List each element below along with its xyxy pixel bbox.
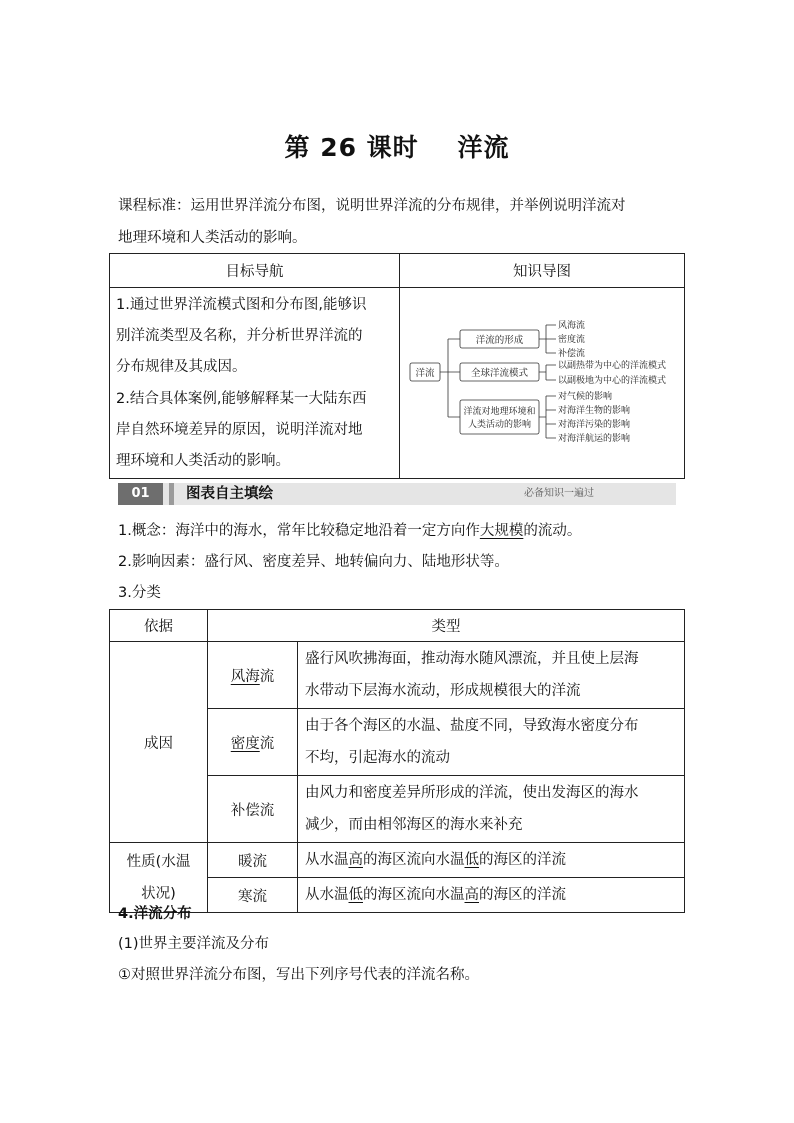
mindmap-header: 知识导图 [400,254,685,288]
mindmap-branch-3-label-line-1: 洋流对地理环境和 [463,407,536,417]
mindmap-branch-3-connector [539,396,556,438]
desc-line: 不均，引起海水的流动 [305,750,450,766]
mindmap-branch-1-connector [539,325,556,353]
mindmap-leaf: 风海流 [558,321,586,331]
goal-line: 分布规律及其成因。 [116,359,247,376]
curriculum-standard-line-2: 地理环境和人类活动的影响。 [118,230,307,246]
basis-header: 依据 [110,610,208,642]
desc-line: 水带动下层海水流动，形成规模很大的洋流 [305,683,581,699]
mindmap-leaf: 以副极地为中心的洋流模式 [558,376,667,386]
desc-part: 的海区的洋流 [479,852,566,868]
goal-line: 1.通过世界洋流模式图和分布图,能够识 [116,297,367,313]
desc-line: 由风力和密度差异所形成的洋流，使出发海区的海水 [305,785,639,801]
desc-part: 的海区流向水温 [363,887,465,903]
goal-line: 别洋流类型及名称，并分析世界洋流的 [116,328,363,345]
section-tagline: 必备知识一遍过 [524,488,594,499]
concept-answer: 大规模 [479,523,524,539]
cause-cell: 成因 [110,642,208,843]
mindmap-leaf: 对海洋生物的影响 [558,406,631,416]
mindmap-branch-2-connector [539,365,556,380]
mindmap-cell [400,288,685,479]
density-current-suffix: 流 [259,735,275,752]
warm-answer-low: 低 [464,852,479,868]
goal-line: 理环境和人类活动的影响。 [116,453,290,470]
mindmap-branch-1-label: 洋流的形成 [475,335,524,346]
concept-text: 1.概念：海洋中的海水，常年比较稳定地沿着一定方向作 [118,523,480,539]
mindmap-leaf: 补偿流 [558,349,586,359]
page-title: 第 26 课时 洋流 [284,133,510,162]
density-current-desc [298,709,685,776]
knowledge-mindmap [400,288,684,474]
goals-table [109,253,685,479]
desc-part: 的海区流向水温 [363,852,465,868]
factors-line: 2.影响因素：盛行风、密度差异、地转偏向力、陆地形状等。 [118,554,509,570]
warm-current-cell: 暖流 [208,843,298,878]
desc-part: 的海区的洋流 [479,887,566,903]
desc-line: 由于各个海区的水温、盐度不同，导致海水密度分布 [305,718,639,734]
wind-current-answer: 风海 [230,668,260,685]
goal-line: 2.结合具体案例,能够解释某一大陆东西 [116,390,367,407]
density-current-answer: 密度 [230,735,260,752]
mindmap-branch-3-label-line-2: 人类活动的影响 [467,420,532,430]
concept-line [118,521,581,541]
desc-part: 从水温 [305,887,349,903]
desc-part: 从水温 [305,852,349,868]
mindmap-leaf: 对海洋污染的影响 [558,420,631,430]
mindmap-branch-2-label: 全球洋流模式 [470,368,529,379]
nature-cell [110,843,208,913]
distribution-instruction: ①对照世界洋流分布图，写出下列序号代表的洋流名称。 [118,967,479,983]
distribution-heading: 4.洋流分布 [118,906,192,922]
goals-cell [110,288,400,479]
mindmap-leaf: 对海洋航运的影响 [558,434,631,444]
mindmap-leaf: 密度流 [558,335,586,345]
classification-heading: 3.分类 [118,585,161,601]
goals-header: 目标导航 [110,254,400,288]
section-number: 01 [118,483,163,505]
goal-line: 岸自然环境差异的原因，说明洋流对地 [116,421,363,438]
section-bar [118,483,676,505]
compensation-current-desc [298,776,685,843]
nature-line-2: 状况) [141,885,176,902]
cold-current-cell: 寒流 [208,878,298,913]
desc-line: 盛行风吹拂海面，推动海水随风漂流，并且使上层海 [305,651,639,667]
desc-line: 减少，而由相邻海区的海水来补充 [305,817,523,833]
type-header: 类型 [208,610,685,642]
wind-current-cell [208,642,298,709]
wind-current-desc [298,642,685,709]
distribution-subheading: (1)世界主要洋流及分布 [118,936,270,952]
section-separator [169,483,174,505]
mindmap-root-label: 洋流 [415,368,435,379]
cold-current-desc [298,878,685,913]
curriculum-standard-line-1: 课程标准：运用世界洋流分布图，说明世界洋流的分布规律，并举例说明洋流对 [118,198,626,214]
mindmap-root-connector [440,339,460,417]
classification-table [109,609,685,913]
cold-answer-high: 高 [464,887,479,903]
warm-answer-high: 高 [348,852,363,868]
section-title: 图表自主填绘 [186,486,273,502]
compensation-current-cell: 补偿流 [208,776,298,843]
nature-line-1: 性质(水温 [126,853,191,870]
mindmap-leaf: 以副热带为中心的洋流模式 [558,361,667,371]
density-current-cell [208,709,298,776]
warm-current-desc [298,843,685,878]
mindmap-leaf: 对气候的影响 [558,392,613,402]
concept-end: 的流动。 [523,523,582,539]
wind-current-suffix: 流 [259,668,275,685]
cold-answer-low: 低 [348,887,363,903]
